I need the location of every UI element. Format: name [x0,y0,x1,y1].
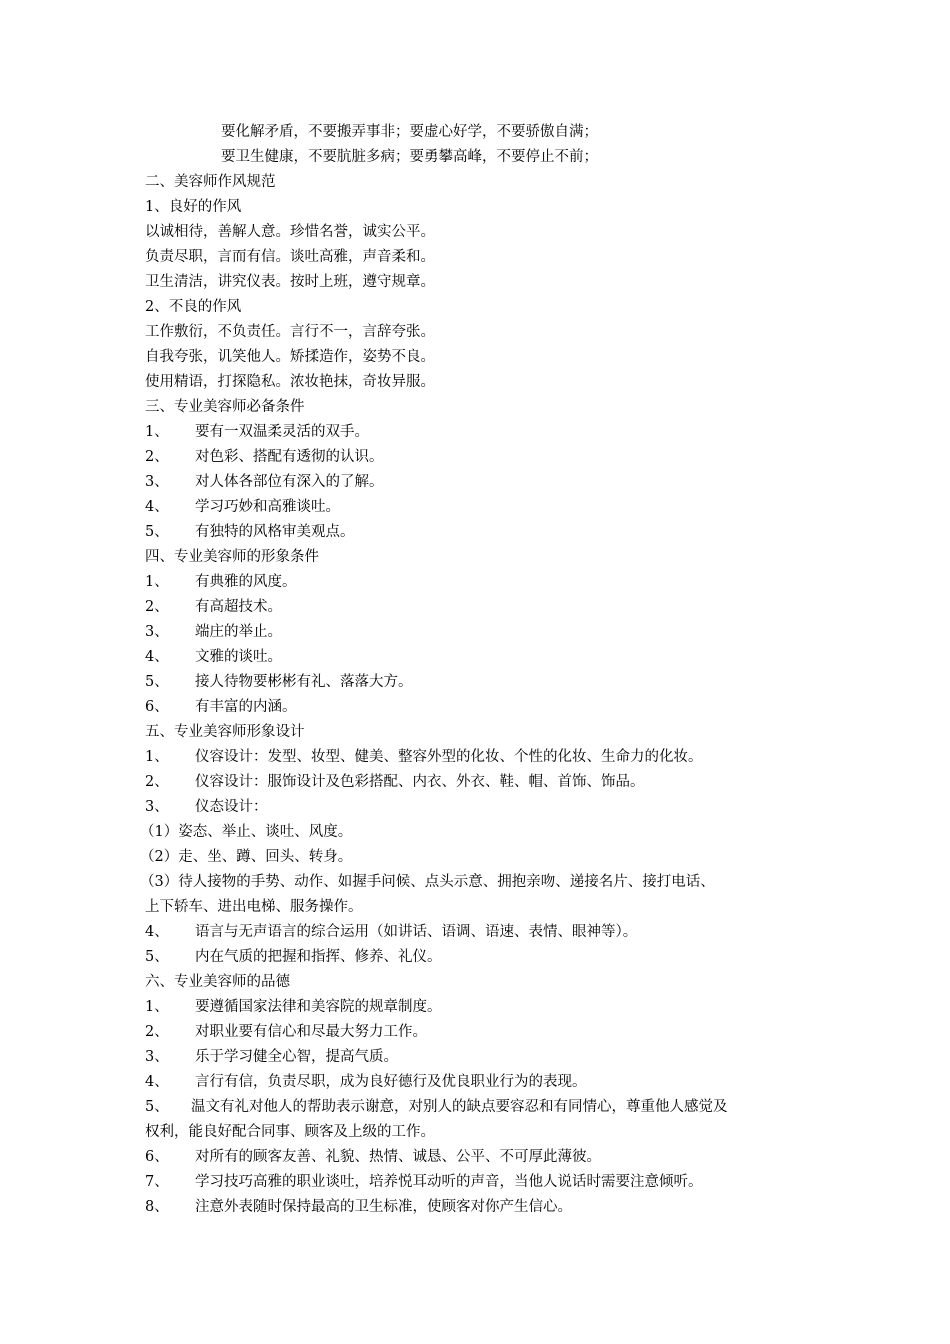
item-text: 有丰富的内涵。 [195,699,297,715]
item-number: 7、 [145,1174,169,1190]
item-number: 1、 [145,999,169,1015]
good-style-line: 负责尽职，言而有信。谈吐高雅，声音柔和。 [145,249,435,265]
item-number: 2、 [145,774,169,790]
list-item [145,522,355,542]
list-item [145,747,703,767]
subheading-bad-style: 2、不良的作风 [145,299,242,315]
bad-style-line: 使用精语，打探隐私。浓妆艳抹，奇妆异服。 [145,374,435,390]
section-3-heading: 三、专业美容师必备条件 [145,399,305,415]
bad-style-line: 自我夸张，讥笑他人。矫揉造作，姿势不良。 [145,349,435,365]
item-number: 3、 [145,799,169,815]
item-text: 要遵循国家法律和美容院的规章制度。 [195,999,442,1015]
list-item [145,1022,427,1042]
list-item [145,447,384,467]
item-number: 3、 [145,1049,169,1065]
motto-line-2: 要卫生健康，不要肮脏多病；要勇攀高峰，不要停止不前； [221,149,598,165]
sub-item: （1）姿态、举止、谈吐、风度。 [140,824,353,840]
item-number: 2、 [145,599,169,615]
item-text: 对人体各部位有深入的了解。 [195,474,384,490]
list-item [145,1147,601,1167]
item-number: 4、 [145,499,169,515]
item-text: 内在气质的把握和指挥、修养、礼仪。 [195,949,442,965]
bad-style-line: 工作敷衍，不负责任。言行不一，言辞夸张。 [145,324,435,340]
item-text: 要有一双温柔灵活的双手。 [195,424,369,440]
section-4-heading: 四、专业美容师的形象条件 [145,549,319,565]
item-number: 4、 [145,924,169,940]
item-number: 5、 [145,524,169,540]
item-text: 仪容设计：发型、妆型、健美、整容外型的化妆、个性的化妆、生命力的化妆。 [195,749,703,765]
item-text: 对色彩、搭配有透彻的认识。 [195,449,384,465]
item-number: 5、 [145,1099,169,1115]
good-style-line: 卫生清洁，讲究仪表。按时上班，遵守规章。 [145,274,435,290]
item-text: 有典雅的风度。 [195,574,297,590]
item-text: 对所有的顾客友善、礼貌、热情、诚恳、公平、不可厚此薄彼。 [195,1149,601,1165]
item-number: 5、 [145,674,169,690]
list-item [145,472,384,492]
list-item [145,647,282,667]
item-number: 4、 [145,649,169,665]
item-number: 1、 [145,749,169,765]
list-item-continuation: 权利，能良好配合同事、顾客及上级的工作。 [145,1124,435,1140]
item-text: 对职业要有信心和尽最大努力工作。 [195,1024,427,1040]
list-item [145,697,297,717]
item-number: 4、 [145,1074,169,1090]
item-number: 6、 [145,1149,169,1165]
item-number: 1、 [145,574,169,590]
list-item [145,1047,398,1067]
item-number: 5、 [145,949,169,965]
list-item [145,922,637,942]
item-number: 8、 [145,1199,169,1215]
list-item [145,772,645,792]
list-item [145,622,282,642]
subheading-good-style: 1、良好的作风 [145,199,242,215]
item-text: 语言与无声语言的综合运用（如讲话、语调、语速、表情、眼神等）。 [195,924,638,940]
item-text: 言行有信，负责尽职，成为良好德行及优良职业行为的表现。 [195,1074,587,1090]
item-text: 有高超技术。 [195,599,282,615]
list-item [145,1072,587,1092]
list-item [145,1197,572,1217]
item-number: 6、 [145,699,169,715]
list-item [145,797,268,817]
item-number: 2、 [145,449,169,465]
list-item [145,597,282,617]
item-text: 学习技巧高雅的职业谈吐，培养悦耳动听的声音，当他人说话时需要注意倾听。 [195,1174,703,1190]
item-text: 仪态设计： [195,799,268,815]
good-style-line: 以诚相待，善解人意。珍惜名誉，诚实公平。 [145,224,435,240]
list-item [145,1097,728,1117]
list-item [145,1172,703,1192]
item-text: 仪容设计：服饰设计及色彩搭配、内衣、外衣、鞋、帽、首饰、饰品。 [195,774,645,790]
item-number: 1、 [145,424,169,440]
list-item [145,947,442,967]
list-item [145,497,340,517]
item-text: 有独特的风格审美观点。 [195,524,355,540]
item-text: 接人待物要彬彬有礼、落落大方。 [195,674,413,690]
item-text: 学习巧妙和高雅谈吐。 [195,499,340,515]
item-number: 3、 [145,474,169,490]
list-item [145,422,369,442]
section-2-heading: 二、美容师作风规范 [145,174,276,190]
section-6-heading: 六、专业美容师的品德 [145,974,290,990]
item-text: 温文有礼对他人的帮助表示谢意，对别人的缺点要容忍和有同情心，尊重他人感觉及 [191,1099,728,1115]
item-text: 乐于学习健全心智，提高气质。 [195,1049,398,1065]
list-item [145,997,442,1017]
list-item [145,672,413,692]
list-item [145,572,297,592]
sub-item: （2）走、坐、蹲、回头、转身。 [140,849,353,865]
item-text: 注意外表随时保持最高的卫生标准，使顾客对你产生信心。 [195,1199,572,1215]
section-5-heading: 五、专业美容师形象设计 [145,724,305,740]
item-number: 2、 [145,1024,169,1040]
item-text: 文雅的谈吐。 [195,649,282,665]
item-text: 端庄的举止。 [195,624,282,640]
sub-item: （3）待人接物的手势、动作、如握手问候、点头示意、拥抱亲吻、递接名片、接打电话、 [140,874,715,890]
sub-item-continuation: 上下轿车、进出电梯、服务操作。 [145,899,363,915]
motto-line-1: 要化解矛盾，不要搬弄事非；要虚心好学，不要骄傲自满； [221,124,598,140]
item-number: 3、 [145,624,169,640]
